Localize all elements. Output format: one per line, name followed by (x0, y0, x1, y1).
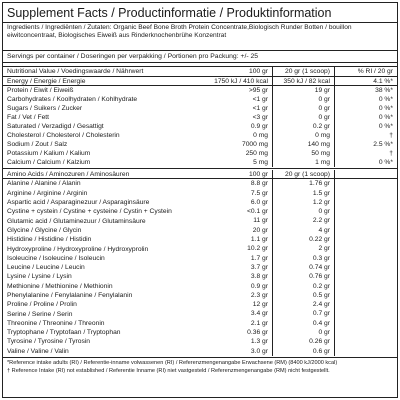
amino-acid-row (3, 207, 397, 216)
nutrient-ri: 0 %* (378, 159, 393, 166)
amino-acid-per100: 7.5 gr (211, 189, 273, 198)
amino-acid-empty (335, 244, 397, 253)
nutrient-row (3, 95, 397, 104)
nutrient-name: Energy / Energie / Energie (7, 77, 86, 85)
amino-header-name: Amino Acids / Aminozuren / Aminosäuren (7, 170, 130, 178)
nutrition-header-per-serving: 20 gr (1 scoop) (273, 67, 335, 76)
amino-acid-row (3, 309, 397, 318)
amino-acid-per-serving: 0.76 gr (273, 272, 335, 281)
amino-acid-per-serving: 0.22 gr (273, 235, 335, 244)
amino-acid-empty (335, 263, 397, 272)
nutrient-name: Cholesterol / Cholesterol / Cholesterin (7, 132, 120, 139)
amino-acid-name: Isoleucine / Isoleucine / Isoleucin (7, 254, 105, 262)
nutrient-name: Sodium / Zout / Salz (7, 141, 68, 148)
amino-acid-per100: 3.7 gr (211, 263, 273, 272)
amino-acid-name: Arginine / Arginine / Arginin (7, 189, 88, 197)
amino-header-row (3, 170, 397, 179)
amino-acid-per-serving: 4 gr (273, 226, 335, 235)
amino-header-per100: 100 gr (211, 170, 273, 178)
amino-acid-empty (335, 282, 397, 291)
amino-acid-per-serving: 2.2 gr (273, 216, 335, 225)
amino-acid-row (3, 179, 397, 188)
supplement-facts-label (2, 2, 398, 398)
amino-acid-empty (335, 207, 397, 216)
nutrient-per100: <1 gr (211, 95, 273, 104)
amino-acid-name: Threonine / Threonine / Threonin (7, 319, 105, 327)
nutrient-per100: <3 gr (211, 113, 273, 122)
amino-acid-empty (335, 328, 397, 337)
amino-acid-row (3, 189, 397, 198)
amino-acid-row (3, 319, 397, 328)
amino-acid-per-serving: 0 gr (273, 207, 335, 216)
amino-acid-name: Alanine / Alanine / Alanin (7, 180, 81, 188)
amino-acid-per100: 11 gr (211, 216, 273, 225)
nutrient-per-serving: 0 gr (273, 104, 335, 113)
nutrient-per-serving: 0 gr (273, 95, 335, 104)
nutrient-per-serving: 1 mg (273, 158, 335, 167)
nutrient-row (3, 113, 397, 122)
amino-acid-name: Proline / Proline / Prolin (7, 301, 77, 309)
nutrient-ri: 2.5 %* (373, 141, 393, 148)
amino-acid-name: Methionine / Methionine / Methionin (7, 282, 113, 290)
amino-acid-name: Serine / Serine / Serin (7, 310, 73, 318)
nutrient-per-serving: 0.2 gr (273, 122, 335, 131)
footnote-ri-not-established: † Reference Intake (RI) not established / Referentie Inname (RI) niet vastgesteld / Referenzmengenangabe (RM) nicht festgestellt. (7, 367, 330, 374)
nutrient-ri: 38 %* (375, 87, 393, 94)
nutrient-row (3, 86, 397, 95)
nutrient-per100: 0 mg (211, 131, 273, 140)
nutrient-ri: 0 %* (378, 96, 393, 103)
amino-acid-name: Glycine / Glycine / Glycin (7, 226, 82, 234)
amino-acid-per100: 1.3 gr (211, 337, 273, 346)
amino-acid-empty (335, 272, 397, 281)
nutrition-table (3, 67, 397, 169)
servings-per-container: Servings per container / Doseringen per verpakking / Portionen pro Packung: +/- 25 (3, 51, 397, 63)
amino-acid-row (3, 226, 397, 235)
nutrient-name: Saturated / Verzadigd / Gesattigt (7, 123, 104, 130)
amino-acid-per100: <0.1 gr (211, 207, 273, 216)
amino-acid-per100: 6.0 gr (211, 198, 273, 207)
amino-acid-name: Phenylalanine / Fenylalanine / Fenylalanin (7, 292, 133, 299)
nutrient-ri: † (389, 150, 393, 157)
amino-acid-per-serving: 0.26 gr (273, 337, 335, 346)
nutrient-ri: † (389, 132, 393, 139)
amino-acid-row (3, 263, 397, 272)
amino-acid-name: Cystine + cystein / Cystine + cysteine / Cystin + Cystein (7, 208, 172, 216)
nutrient-row (3, 158, 397, 167)
amino-acid-row (3, 337, 397, 346)
amino-acid-per-serving: 0.6 gr (273, 347, 335, 356)
amino-header-per-serving: 20 gr (1 scoop) (273, 170, 335, 178)
nutrient-ri: 0 %* (378, 123, 393, 130)
nutrient-row (3, 149, 397, 158)
amino-acid-row (3, 291, 397, 300)
nutrient-name: Calcium / Calcium / Kalzium (7, 159, 91, 166)
amino-acid-per-serving: 2 gr (273, 244, 335, 253)
nutrition-header-row (3, 67, 397, 77)
footnotes (3, 358, 397, 377)
amino-acid-per100: 1.7 gr (211, 254, 273, 263)
nutrient-name: Carbohydrates / Koolhydraten / Kohlhydrate (7, 96, 138, 103)
amino-acid-empty (335, 337, 397, 346)
nutrient-per100: 5 mg (211, 158, 273, 167)
nutrient-name: Potassium / Kalium / Kalium (7, 150, 91, 157)
nutrient-per-serving: 50 mg (273, 149, 335, 158)
amino-acid-name: Aspartic acid / Asparaginezuur / Asparaginsäure (7, 199, 150, 207)
nutrient-row (3, 131, 397, 140)
amino-acid-per-serving: 1.76 gr (273, 179, 335, 188)
nutrient-per100: >95 gr (211, 86, 273, 95)
amino-acid-name: Glutamic acid / Glutaminezuur / Glutaminsäure (7, 217, 146, 225)
amino-acid-empty (335, 291, 397, 300)
amino-acid-per-serving: 1.2 gr (273, 198, 335, 207)
nutrient-name: Sugars / Suikers / Zucker (7, 105, 83, 112)
amino-acid-row (3, 347, 397, 356)
nutrient-per100: 250 mg (211, 149, 273, 158)
amino-acid-row (3, 235, 397, 244)
amino-acid-per100: 12 gr (211, 300, 273, 309)
label-title: Supplement Facts / Productinformatie / Produktinformation (3, 3, 397, 23)
amino-acid-per100: 0.36 gr (211, 328, 273, 337)
nutrient-per100: 0.9 gr (211, 122, 273, 131)
amino-acid-empty (335, 179, 397, 188)
nutrient-row (3, 140, 397, 149)
amino-acid-per-serving: 0.4 gr (273, 319, 335, 328)
amino-acid-per100: 20 gr (211, 226, 273, 235)
nutrient-name: Protein / Eiwit / Eiweiß (7, 87, 74, 94)
amino-acid-table (3, 169, 397, 358)
nutrient-ri: 0 %* (378, 105, 393, 112)
nutrition-header-name: Nutritional Value / Voedingswaarde / Nährwert (7, 68, 144, 75)
amino-acid-empty (335, 319, 397, 328)
nutrient-row (3, 104, 397, 113)
amino-acid-name: Tryptophane / Tryptofaan / Tryptophan (7, 329, 121, 337)
amino-acid-row (3, 282, 397, 291)
amino-acid-row (3, 244, 397, 253)
amino-acid-per-serving: 0.7 gr (273, 309, 335, 318)
amino-acid-empty (335, 235, 397, 244)
amino-header-empty (335, 170, 397, 178)
nutrition-header-ri: % RI / 20 gr (357, 68, 393, 75)
amino-acid-row (3, 216, 397, 225)
nutrient-ri: 0 %* (378, 114, 393, 121)
amino-acid-per100: 2.1 gr (211, 319, 273, 328)
amino-acid-per100: 3.8 gr (211, 272, 273, 281)
amino-acid-empty (335, 347, 397, 356)
amino-acid-per-serving: 0.74 gr (273, 263, 335, 272)
amino-acid-per100: 1.1 gr (211, 235, 273, 244)
amino-acid-empty (335, 198, 397, 207)
amino-acid-row (3, 198, 397, 207)
amino-acid-per100: 3.0 gr (211, 347, 273, 356)
nutrient-row (3, 77, 397, 86)
nutrient-per100: <1 gr (211, 104, 273, 113)
amino-acid-per-serving: 0.5 gr (273, 291, 335, 300)
nutrient-per-serving: 140 mg (273, 140, 335, 149)
amino-acid-row (3, 254, 397, 263)
amino-acid-row (3, 328, 397, 337)
amino-acid-empty (335, 300, 397, 309)
amino-acid-row (3, 300, 397, 309)
amino-acid-per-serving: 1.5 gr (273, 189, 335, 198)
nutrient-per-serving: 350 kJ / 82 kcal (273, 77, 335, 85)
amino-acid-name: Lysine / Lysine / Lysin (7, 273, 72, 281)
amino-acid-per-serving: 2.4 gr (273, 300, 335, 309)
amino-acid-per100: 10.2 gr (211, 244, 273, 253)
footnote-reference-intake: *Reference intake adults (RI) / Referentie-inname volwassenen (RI) / Referenzmengenangabe Erwachsene (RM) (8400 kJ/2000 kcal) (7, 359, 338, 366)
amino-acid-per100: 0.9 gr (211, 282, 273, 291)
amino-acid-per-serving: 0.2 gr (273, 282, 335, 291)
amino-acid-name: Tyrosine / Tyrosine / Tyrosin (7, 338, 91, 346)
amino-acid-per100: 3.4 gr (211, 309, 273, 318)
amino-acid-empty (335, 216, 397, 225)
nutrition-rows (3, 77, 397, 167)
amino-acid-name: Histidine / Histidine / Histidin (7, 236, 92, 244)
amino-acid-row (3, 272, 397, 281)
amino-acid-per-serving: 0 gr (273, 328, 335, 337)
ingredients-text: Ingredients / Ingrediënten / Zutaten: Organic Beef Bone Broth Protein Concentrate,Biologisch Runder Botten / bouillon eiwitconcentraat, Biologisches Eiweiß aus Rinderknochenbrühe Konzentrat (3, 23, 397, 51)
amino-acid-per100: 2.3 gr (211, 291, 273, 300)
amino-acid-per-serving: 0.3 gr (273, 254, 335, 263)
nutrition-header-per100: 100 gr (211, 67, 273, 76)
amino-acid-empty (335, 309, 397, 318)
nutrient-per-serving: 19 gr (273, 86, 335, 95)
nutrient-per100: 1750 kJ / 410 kcal (211, 77, 273, 85)
nutrient-ri: 4.1 %* (373, 78, 393, 85)
nutrient-per-serving: 0 mg (273, 131, 335, 140)
amino-acid-name: Leucine / Leucine / Leucin (7, 264, 85, 272)
amino-acid-empty (335, 189, 397, 198)
nutrient-per100: 7000 mg (211, 140, 273, 149)
amino-acid-empty (335, 226, 397, 235)
nutrient-row (3, 122, 397, 131)
amino-acid-empty (335, 254, 397, 263)
amino-acid-name: Valine / Valine / Valin (7, 347, 69, 355)
amino-acid-name: Hydroxyproline / Hydroxyproline / Hydroxyprolin (7, 245, 149, 253)
amino-rows (3, 179, 397, 356)
nutrient-per-serving: 0 gr (273, 113, 335, 122)
amino-acid-per100: 8.8 gr (211, 179, 273, 188)
nutrient-name: Fat / Vet / Fett (7, 114, 49, 121)
